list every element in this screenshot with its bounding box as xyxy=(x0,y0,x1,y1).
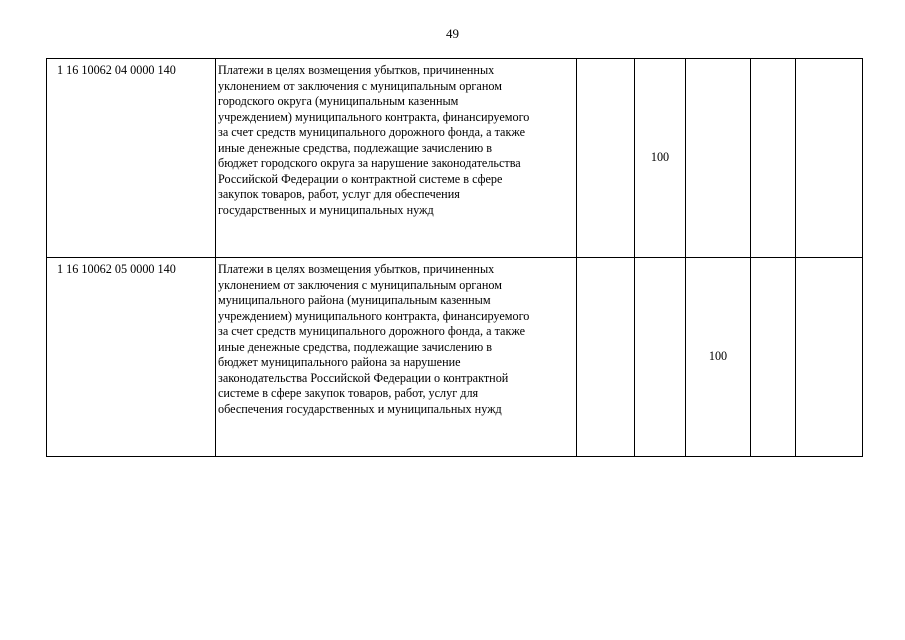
description-line: иные денежные средства, подлежащие зачислению в xyxy=(218,140,492,155)
description-line: муниципального района (муниципальным казенным xyxy=(218,293,491,307)
description-line: учреждением) муниципального контракта, финансируемого xyxy=(218,109,530,124)
table-row xyxy=(47,258,863,457)
description-line: государственных и муниципальных нужд xyxy=(218,202,434,217)
description-cell xyxy=(216,258,577,457)
value-cell xyxy=(751,59,796,258)
value-cell: 100 xyxy=(686,258,751,457)
description-line: системе в сфере закупок товаров, работ, услуг для xyxy=(218,386,479,400)
description-line: городского округа (муниципальным казенным xyxy=(218,94,459,108)
value-cell xyxy=(796,258,863,457)
value-cell xyxy=(577,258,635,457)
description-line: за счет средств муниципального дорожного фонда, а также xyxy=(218,324,526,338)
description-line: Российской Федерации о контрактной системе в сфере xyxy=(218,171,503,186)
value-cell: 100 xyxy=(635,59,686,258)
description-line: уклонением от заключения с муниципальным органом xyxy=(218,78,502,93)
description-line: обеспечения государственных и муниципальных нужд xyxy=(218,401,502,416)
income-code-cell: 1 16 10062 04 0000 140 xyxy=(47,59,216,258)
value-cell xyxy=(635,258,686,457)
description-line: закупок товаров, работ, услуг для обеспечения xyxy=(218,187,460,201)
value-cell xyxy=(577,59,635,258)
description-cell xyxy=(216,59,577,258)
description-line: бюджет городского округа за нарушение законодательства xyxy=(218,156,521,170)
description-line: уклонением от заключения с муниципальным органом xyxy=(218,277,502,292)
description-line: за счет средств муниципального дорожного фонда, а также xyxy=(218,125,526,139)
description-line: Платежи в целях возмещения убытков, причиненных xyxy=(218,63,495,77)
value-cell xyxy=(686,59,751,258)
description-line: Платежи в целях возмещения убытков, причиненных xyxy=(218,262,495,276)
description-line: законодательства Российской Федерации о контрактной xyxy=(218,370,509,385)
description-line: учреждением) муниципального контракта, финансируемого xyxy=(218,308,530,323)
description-line: иные денежные средства, подлежащие зачислению в xyxy=(218,339,492,354)
table-row xyxy=(47,59,863,258)
budget-classification-table xyxy=(46,58,863,457)
description-line: бюджет муниципального района за нарушение xyxy=(218,355,461,369)
income-code-cell: 1 16 10062 05 0000 140 xyxy=(47,258,216,457)
value-cell xyxy=(751,258,796,457)
value-cell xyxy=(796,59,863,258)
page-number: 49 xyxy=(446,26,459,41)
